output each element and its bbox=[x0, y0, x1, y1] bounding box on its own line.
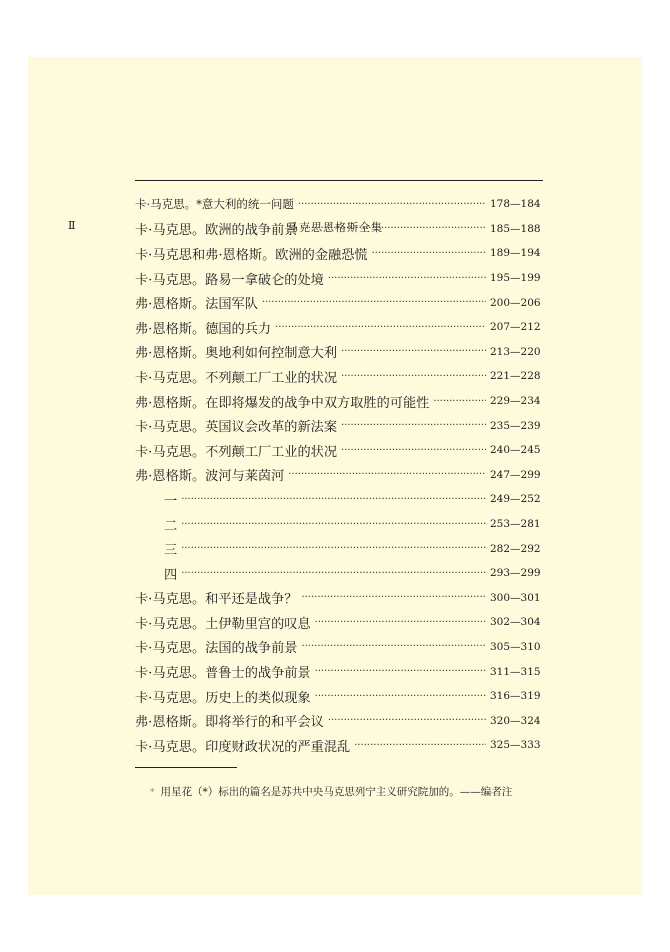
toc-entry bbox=[135, 413, 544, 438]
dot-leader bbox=[301, 592, 486, 603]
dot-leader bbox=[181, 494, 486, 505]
toc-entry bbox=[135, 389, 544, 414]
toc-entry-title: 卡·马克思。不列颠工厂工业的状况 bbox=[135, 370, 338, 386]
dot-leader bbox=[301, 223, 486, 234]
dot-leader bbox=[433, 396, 486, 407]
page-number: Ⅱ bbox=[68, 219, 76, 232]
dot-leader bbox=[301, 641, 486, 652]
dot-leader bbox=[341, 420, 486, 431]
toc-entry-pages: 305—310 bbox=[490, 640, 541, 653]
toc-entry-pages: 178—184 bbox=[490, 198, 541, 211]
toc-entry bbox=[135, 684, 544, 709]
dot-leader bbox=[298, 199, 486, 210]
dot-leader bbox=[372, 248, 486, 259]
footnote-rule bbox=[135, 767, 237, 768]
footnote bbox=[150, 784, 512, 799]
toc-entry-pages: 282—292 bbox=[490, 542, 541, 555]
toc-entry-title: 卡·马克思。路易一拿破仑的处境 bbox=[135, 272, 324, 288]
toc-entry bbox=[135, 635, 544, 660]
toc-entry-title: 卡·马克思。普鲁士的战争前景 bbox=[135, 666, 311, 682]
toc-entry bbox=[135, 463, 544, 488]
toc-entry bbox=[135, 364, 544, 389]
toc-entry-title: 卡·马克思。欧洲的战争前景 bbox=[135, 223, 298, 239]
toc-entry-pages: 207—212 bbox=[490, 321, 541, 334]
toc-entry bbox=[135, 733, 544, 758]
toc-entry bbox=[135, 610, 544, 635]
toc-entry-pages: 213—220 bbox=[490, 345, 541, 358]
toc-subentry bbox=[135, 536, 544, 561]
toc-entry-title: 卡·马克思。土伊勒里宫的叹息 bbox=[135, 616, 311, 632]
toc-entry-title: 卡·马克思。和平还是战争？ bbox=[135, 592, 298, 608]
dot-leader bbox=[354, 740, 486, 751]
toc-entry-title: 一 bbox=[164, 493, 178, 509]
toc-entry bbox=[135, 315, 544, 340]
toc-entry-title: 卡·马克思。不列颠工厂工业的状况 bbox=[135, 444, 338, 460]
toc-entry-title: 卡·马克思。历史上的类似现象 bbox=[135, 690, 311, 706]
toc-entry-title: 弗·恩格斯。法国军队 bbox=[135, 297, 258, 313]
toc-entry-pages: 229—234 bbox=[490, 395, 541, 408]
toc-entry-pages: 185—188 bbox=[490, 222, 541, 235]
toc-entry-title: 弗·恩格斯。波河与莱茵河 bbox=[135, 469, 285, 485]
toc-entry-title: 弗·恩格斯。奥地利如何控制意大利 bbox=[135, 346, 338, 362]
toc-entry-title: 弗·恩格斯。德国的兵力 bbox=[135, 321, 272, 337]
dot-leader bbox=[181, 519, 486, 530]
toc-entry bbox=[135, 217, 544, 242]
toc-entry-pages: 200—206 bbox=[490, 296, 541, 309]
toc-entry-pages: 302—304 bbox=[490, 616, 541, 629]
dot-leader bbox=[341, 346, 486, 357]
toc-entry-pages: 253—281 bbox=[490, 518, 541, 531]
toc-entry-pages: 293—299 bbox=[490, 567, 541, 580]
toc-entry bbox=[135, 192, 544, 217]
toc-entry-title: 三 bbox=[164, 543, 178, 559]
toc-entry-pages: 247—299 bbox=[490, 468, 541, 481]
dot-leader bbox=[275, 322, 486, 333]
toc-entry bbox=[135, 659, 544, 684]
toc-entry-title: 四 bbox=[164, 567, 178, 583]
dot-leader bbox=[315, 617, 486, 628]
dot-leader bbox=[262, 297, 486, 308]
dot-leader bbox=[181, 568, 486, 579]
running-title: 马克思恩格斯全集 bbox=[287, 221, 383, 234]
toc-entry bbox=[135, 438, 544, 463]
toc-entry-pages: 189—194 bbox=[490, 247, 541, 260]
toc-entry bbox=[135, 708, 544, 733]
toc-entry-pages: 316—319 bbox=[490, 690, 541, 703]
toc-entry-pages: 240—245 bbox=[490, 444, 541, 457]
toc-entry-title: 卡·马克思。法国的战争前景 bbox=[135, 641, 298, 657]
toc-entry-pages: 221—228 bbox=[490, 370, 541, 383]
toc-entry bbox=[135, 290, 544, 315]
table-of-contents bbox=[135, 192, 544, 758]
dot-leader bbox=[288, 469, 486, 480]
dot-leader bbox=[328, 273, 486, 284]
toc-entry bbox=[135, 241, 544, 266]
toc-entry-title: 卡·马克思。*意大利的统一问题 bbox=[135, 197, 294, 212]
toc-entry-title: 卡·马克思。英国议会改革的新法案 bbox=[135, 420, 338, 436]
toc-entry-pages: 195—199 bbox=[490, 272, 541, 285]
toc-entry-pages: 300—301 bbox=[490, 591, 541, 604]
toc-entry-pages: 325—333 bbox=[490, 739, 541, 752]
toc-entry-pages: 320—324 bbox=[490, 714, 541, 727]
toc-entry-title: 弗·恩格斯。在即将爆发的战争中双方取胜的可能性 bbox=[135, 395, 430, 411]
dot-leader bbox=[341, 445, 486, 456]
toc-entry-pages: 311—315 bbox=[490, 665, 541, 678]
header-rule bbox=[135, 180, 543, 181]
toc-entry-title: 二 bbox=[164, 518, 178, 534]
toc-entry-pages: 249—252 bbox=[490, 493, 541, 506]
toc-entry bbox=[135, 586, 544, 611]
dot-leader bbox=[341, 371, 486, 382]
toc-entry-title: 卡·马克思和弗·恩格斯。欧洲的金融恐慌 bbox=[135, 247, 368, 263]
dot-leader bbox=[181, 543, 486, 554]
toc-subentry bbox=[135, 512, 544, 537]
footnote-text: 用星花（*）标出的篇名是苏共中央马克思列宁主义研究院加的。——编者注 bbox=[160, 786, 513, 798]
toc-entry-pages: 235—239 bbox=[490, 419, 541, 432]
toc-entry-title: 弗·恩格斯。即将举行的和平会议 bbox=[135, 715, 324, 731]
toc-subentry bbox=[135, 561, 544, 586]
dot-leader bbox=[315, 666, 486, 677]
toc-entry-title: 卡·马克思。印度财政状况的严重混乱 bbox=[135, 739, 351, 755]
footnote-mark: * bbox=[150, 788, 155, 798]
toc-entry bbox=[135, 340, 544, 365]
toc-entry bbox=[135, 266, 544, 291]
dot-leader bbox=[315, 691, 486, 702]
toc-subentry bbox=[135, 487, 544, 512]
dot-leader bbox=[328, 715, 486, 726]
